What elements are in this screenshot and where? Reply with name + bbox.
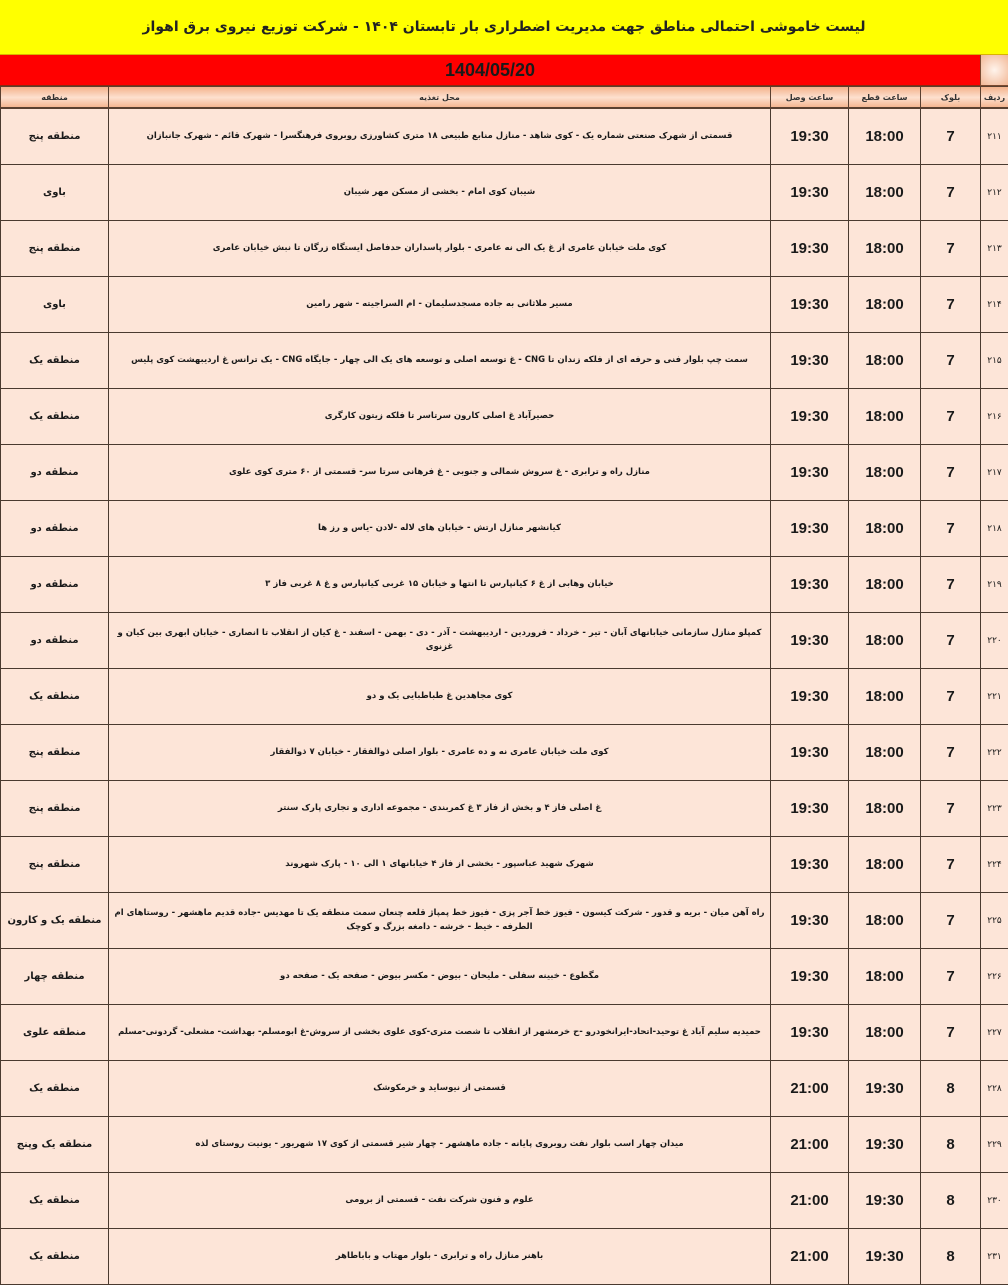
block-number-cell: 7 — [921, 781, 981, 837]
region-cell: منطقه دو — [1, 501, 109, 557]
block-number-cell: 7 — [921, 669, 981, 725]
row-number-cell: ۲۲۰ — [981, 613, 1008, 669]
region-cell: منطقه یک — [1, 1173, 109, 1229]
region-cell: منطقه پنج — [1, 781, 109, 837]
schedule-date: 1404/05/20 — [445, 60, 535, 81]
block-number-cell: 7 — [921, 557, 981, 613]
location-cell: کوی ملت خیابان عامری از غ یک الی نه عامری - بلوار پاسداران حدفاصل ایستگاه زرگان تا نبش خیابان عامری — [109, 221, 771, 277]
cut-time-cell: 18:00 — [849, 1005, 921, 1061]
block-number-cell: 7 — [921, 501, 981, 557]
region-cell: منطقه یک و کارون — [1, 893, 109, 949]
reconnect-time-cell: 19:30 — [771, 445, 849, 501]
row-number-cell: ۲۱۶ — [981, 389, 1008, 445]
location-cell: شیبان کوی امام - بخشی از مسکن مهر شیبان — [109, 165, 771, 221]
reconnect-time-cell: 19:30 — [771, 837, 849, 893]
table-row — [1, 669, 1008, 725]
location-cell: سمت چپ بلوار فنی و حرفه ای از فلکه زندان تا CNG - غ توسعه اصلی و توسعه های یک الی چهار - جایگاه CNG - یک ترانس غ اردیبهشت کوی پلیس — [109, 333, 771, 389]
reconnect-time-cell: 21:00 — [771, 1117, 849, 1173]
row-number-cell: ۲۲۳ — [981, 781, 1008, 837]
row-number-cell: ۲۱۳ — [981, 221, 1008, 277]
region-cell: منطقه یک — [1, 669, 109, 725]
region-cell: باوی — [1, 165, 109, 221]
location-cell: شهرک شهید عباسپور - بخشی از فاز ۴ خیابانهای ۱ الی ۱۰ - پارک شهروند — [109, 837, 771, 893]
table-row — [1, 1117, 1008, 1173]
reconnect-time-cell: 19:30 — [771, 108, 849, 165]
row-number-cell: ۲۲۵ — [981, 893, 1008, 949]
row-number-cell: ۲۲۱ — [981, 669, 1008, 725]
reconnect-time-cell: 19:30 — [771, 557, 849, 613]
reconnect-time-cell: 19:30 — [771, 501, 849, 557]
cut-time-cell: 19:30 — [849, 1173, 921, 1229]
reconnect-time-cell: 21:00 — [771, 1229, 849, 1285]
row-number-cell: ۲۲۴ — [981, 837, 1008, 893]
row-number-cell: ۲۲۲ — [981, 725, 1008, 781]
row-number-cell: ۲۱۴ — [981, 277, 1008, 333]
date-bar — [0, 55, 980, 86]
reconnect-time-cell: 19:30 — [771, 389, 849, 445]
cut-time-cell: 18:00 — [849, 669, 921, 725]
table-row — [1, 108, 1008, 165]
cut-time-cell: 18:00 — [849, 557, 921, 613]
reconnect-time-cell: 19:30 — [771, 893, 849, 949]
row-number-cell: ۲۲۷ — [981, 1005, 1008, 1061]
table-row — [1, 1005, 1008, 1061]
block-number-cell: 7 — [921, 725, 981, 781]
row-number-cell: ۲۱۲ — [981, 165, 1008, 221]
location-cell: باهنر منازل راه و ترابری - بلوار مهتاب و باباطاهر — [109, 1229, 771, 1285]
cut-time-cell: 18:00 — [849, 277, 921, 333]
region-cell: باوی — [1, 277, 109, 333]
row-number-cell: ۲۱۹ — [981, 557, 1008, 613]
location-cell: میدان چهار اسب بلوار نفت روبروی پایانه - جاده ماهشهر - چهار شیر قسمتی از کوی ۱۷ شهریور - یونیت روستای لذه — [109, 1117, 771, 1173]
block-number-cell: 7 — [921, 445, 981, 501]
region-cell: منطقه یک — [1, 333, 109, 389]
block-number-cell: 7 — [921, 837, 981, 893]
region-cell: منطقه یک وپنج — [1, 1117, 109, 1173]
location-cell: کوی مجاهدین غ طباطبایی یک و دو — [109, 669, 771, 725]
table-row — [1, 501, 1008, 557]
cut-time-cell: 18:00 — [849, 725, 921, 781]
row-number-cell: ۲۳۰ — [981, 1173, 1008, 1229]
location-cell: مسیر ملاثانی به جاده مسجدسلیمان - ام السراجیته - شهر رامین — [109, 277, 771, 333]
table-row — [1, 445, 1008, 501]
location-cell: کیانشهر منازل ارتش - خیابان های لاله -لادن -یاس و رز ها — [109, 501, 771, 557]
row-number-cell: ۲۳۱ — [981, 1229, 1008, 1285]
region-cell: منطقه پنج — [1, 108, 109, 165]
block-number-cell: 7 — [921, 389, 981, 445]
cut-time-cell: 18:00 — [849, 445, 921, 501]
block-number-cell: 7 — [921, 949, 981, 1005]
cut-time-cell: 18:00 — [849, 221, 921, 277]
region-cell: منطقه یک — [1, 389, 109, 445]
location-cell: غ اصلی فاز ۴ و بخش از فاز ۳ غ کمربندی - مجموعه اداری و تجاری پارک سنتر — [109, 781, 771, 837]
table-row — [1, 557, 1008, 613]
region-cell: منطقه دو — [1, 557, 109, 613]
block-number-cell: 8 — [921, 1061, 981, 1117]
outage-schedule-table — [0, 86, 1008, 1285]
reconnect-time-cell: 19:30 — [771, 949, 849, 1005]
location-cell: علوم و فنون شرکت نفت - قسمتی از برومی — [109, 1173, 771, 1229]
cut-time-cell: 19:30 — [849, 1229, 921, 1285]
reconnect-time-cell: 19:30 — [771, 781, 849, 837]
block-number-cell: 7 — [921, 333, 981, 389]
table-row — [1, 389, 1008, 445]
row-number-cell: ۲۱۸ — [981, 501, 1008, 557]
location-cell: قسمتی از شهرک صنعتی شماره یک - کوی شاهد - منازل منابع طبیعی ۱۸ متری کشاورزی روبروی فرهنگسرا - شهرک قائم - شهرک جانبازان — [109, 108, 771, 165]
table-row — [1, 613, 1008, 669]
row-number-cell: ۲۲۹ — [981, 1117, 1008, 1173]
header-row-number: ردیف — [981, 87, 1008, 109]
row-number-cell: ۲۱۵ — [981, 333, 1008, 389]
header-reconnect-time: ساعت وصل — [771, 87, 849, 109]
block-number-cell: 7 — [921, 613, 981, 669]
cut-time-cell: 19:30 — [849, 1061, 921, 1117]
table-row — [1, 837, 1008, 893]
location-cell: مگطوع - خبینه سفلی - ملیحان - بیوض - مکسر بیوض - صفحه یک - صفحه دو — [109, 949, 771, 1005]
region-cell: منطقه پنج — [1, 725, 109, 781]
reconnect-time-cell: 19:30 — [771, 333, 849, 389]
block-number-cell: 7 — [921, 108, 981, 165]
reconnect-time-cell: 19:30 — [771, 221, 849, 277]
location-cell: راه آهن میان - بریه و قدور - شرکت کیسون - فیوز خط آجر پزی - فیوز خط پمپاژ قلعه چنعان سمت منطقه یک تا مهدیس -جاده قدیم ماهشهر - روستاهای ام الطرفه - خیط - خرشه - دامغه بزرگ و کوچک — [109, 893, 771, 949]
location-cell: قسمتی از نیوساید و خرمکوشک — [109, 1061, 771, 1117]
reconnect-time-cell: 19:30 — [771, 165, 849, 221]
row-number-cell: ۲۱۷ — [981, 445, 1008, 501]
cut-time-cell: 18:00 — [849, 837, 921, 893]
location-cell: حصیرآباد غ اصلی کارون سرتاسر تا فلکه زیتون کارگری — [109, 389, 771, 445]
cut-time-cell: 18:00 — [849, 333, 921, 389]
cut-time-cell: 18:00 — [849, 501, 921, 557]
title-bar — [0, 0, 1008, 55]
header-location: محل تغذیه — [109, 87, 771, 109]
block-number-cell: 7 — [921, 1005, 981, 1061]
cut-time-cell: 18:00 — [849, 165, 921, 221]
region-cell: منطقه پنج — [1, 221, 109, 277]
block-number-cell: 7 — [921, 165, 981, 221]
table-row — [1, 277, 1008, 333]
region-cell: منطقه پنج — [1, 837, 109, 893]
reconnect-time-cell: 19:30 — [771, 613, 849, 669]
cut-time-cell: 18:00 — [849, 781, 921, 837]
region-cell: منطقه چهار — [1, 949, 109, 1005]
table-row — [1, 781, 1008, 837]
reconnect-time-cell: 19:30 — [771, 725, 849, 781]
cut-time-cell: 18:00 — [849, 949, 921, 1005]
region-cell: منطقه علوی — [1, 1005, 109, 1061]
table-row — [1, 221, 1008, 277]
table-row — [1, 165, 1008, 221]
location-cell: منازل راه و ترابری - غ سروش شمالی و جنوبی - غ فرهانی سرتا سر- قسمتی از ۶۰ متری کوی علوی — [109, 445, 771, 501]
region-cell: منطقه یک — [1, 1061, 109, 1117]
table-row — [1, 725, 1008, 781]
table-row — [1, 1061, 1008, 1117]
reconnect-time-cell: 19:30 — [771, 1005, 849, 1061]
header-region: منطقه — [1, 87, 109, 109]
reconnect-time-cell: 21:00 — [771, 1173, 849, 1229]
block-number-cell: 8 — [921, 1117, 981, 1173]
block-number-cell: 7 — [921, 893, 981, 949]
table-row — [1, 893, 1008, 949]
row-number-cell: ۲۲۶ — [981, 949, 1008, 1005]
header-block: بلوک — [921, 87, 981, 109]
block-number-cell: 8 — [921, 1229, 981, 1285]
corner-cell — [980, 55, 1008, 86]
block-number-cell: 7 — [921, 277, 981, 333]
page-title: لیست خاموشی احتمالی مناطق جهت مدیریت اضطراری بار تابستان ۱۴۰۴ - شرکت توزیع نیروی برق اهواز — [142, 19, 865, 35]
header-cut-time: ساعت قطع — [849, 87, 921, 109]
reconnect-time-cell: 19:30 — [771, 669, 849, 725]
location-cell: کوی ملت خیابان عامری نه و ده عامری - بلوار اصلی ذوالفقار - خیابان ۷ ذوالفقار — [109, 725, 771, 781]
cut-time-cell: 18:00 — [849, 893, 921, 949]
location-cell: کمپلو منازل سازمانی خیابانهای آبان - تیر - خرداد - فروردین - اردیبهشت - آذر - دی - بهمن - اسفند - غ کیان از انقلاب تا انصاری - خیابان ابهری بین کیان و غزنوی — [109, 613, 771, 669]
table-row — [1, 949, 1008, 1005]
block-number-cell: 7 — [921, 221, 981, 277]
row-number-cell: ۲۱۱ — [981, 108, 1008, 165]
cut-time-cell: 18:00 — [849, 108, 921, 165]
table-row — [1, 333, 1008, 389]
reconnect-time-cell: 19:30 — [771, 277, 849, 333]
reconnect-time-cell: 21:00 — [771, 1061, 849, 1117]
table-row — [1, 1173, 1008, 1229]
block-number-cell: 8 — [921, 1173, 981, 1229]
header-row — [1, 87, 1008, 109]
location-cell: حمیدیه سلیم آباد غ توحید-اتحاد-ایرانخودرو -ح خرمشهر از انقلاب تا شصت متری-کوی علوی بخشی از سروش-غ ابومسلم- بهداشت- مشعلی- گردونی-مسلم — [109, 1005, 771, 1061]
cut-time-cell: 18:00 — [849, 389, 921, 445]
cut-time-cell: 19:30 — [849, 1117, 921, 1173]
row-number-cell: ۲۲۸ — [981, 1061, 1008, 1117]
location-cell: خیابان وهابی از غ ۶ کیانپارس تا انتها و خیابان ۱۵ غربی کیانپارس و غ ۸ غربی فاز ۳ — [109, 557, 771, 613]
region-cell: منطقه دو — [1, 445, 109, 501]
region-cell: منطقه دو — [1, 613, 109, 669]
cut-time-cell: 18:00 — [849, 613, 921, 669]
region-cell: منطقه یک — [1, 1229, 109, 1285]
table-row — [1, 1229, 1008, 1285]
